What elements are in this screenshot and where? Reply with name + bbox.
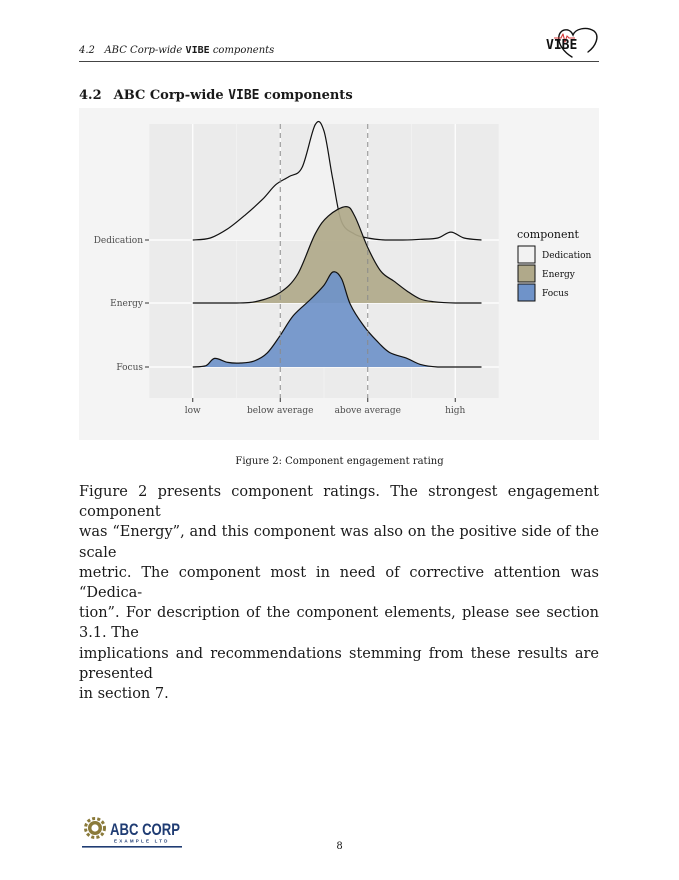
x-tick-label: below average — [247, 406, 314, 416]
section-heading — [79, 88, 353, 103]
legend-title: component — [517, 228, 579, 241]
running-header-title-prefix: ABC Corp-wide — [104, 45, 183, 56]
running-header-title-suffix: components — [212, 45, 275, 56]
figure-caption: Figure 2: Component engagement rating — [235, 456, 444, 467]
vibe-logo — [542, 22, 602, 60]
body-line: was “Energy”, and this component was also on the positive side of the scale — [79, 524, 599, 561]
body-line: metric. The component most in need of corrective attention was “Dedica- — [79, 564, 599, 602]
legend-label: Focus — [542, 289, 569, 299]
legend-label: Energy — [542, 270, 575, 280]
running-header-section-number: 4.2 — [79, 45, 95, 56]
ridgeline-chart — [79, 108, 599, 440]
footer-logo-tagline: EXAMPLE LTD — [114, 838, 170, 844]
x-tick-label: low — [184, 406, 201, 416]
section-heading-suffix: components — [264, 88, 353, 103]
y-tick-label: Focus — [116, 363, 143, 373]
legend-swatch — [518, 246, 535, 263]
footer-logo-name: ABC CORP — [110, 820, 180, 839]
body-line: in section 7. — [79, 686, 169, 703]
y-tick-label: Dedication — [93, 236, 143, 246]
header-rule — [79, 61, 599, 62]
section-heading-prefix: ABC Corp-wide — [113, 88, 224, 103]
section-heading-number: 4.2 — [79, 88, 102, 103]
body-line: Figure 2 presents component ratings. The strongest engagement component — [79, 484, 599, 521]
legend-swatch — [518, 265, 535, 282]
figure — [79, 108, 599, 440]
section-heading-mono: VIBE — [228, 88, 260, 103]
x-tick-label: high — [445, 406, 466, 416]
body-line: tion”. For description of the component elements, please see section 3.1. The — [79, 605, 599, 642]
running-header-title-mono: VIBE — [185, 45, 210, 56]
legend-label: Dedication — [542, 251, 592, 261]
x-tick-label: above average — [334, 406, 401, 416]
legend-swatch — [518, 284, 535, 301]
vibe-logo-text: VIBE — [546, 38, 578, 53]
body-line: implications and recommendations stemming from these results are presented — [79, 645, 599, 682]
gear-icon — [86, 819, 105, 838]
running-header — [79, 45, 599, 61]
body-paragraph — [79, 482, 599, 704]
y-tick-label: Energy — [110, 299, 143, 309]
page-number: 8 — [336, 841, 343, 852]
